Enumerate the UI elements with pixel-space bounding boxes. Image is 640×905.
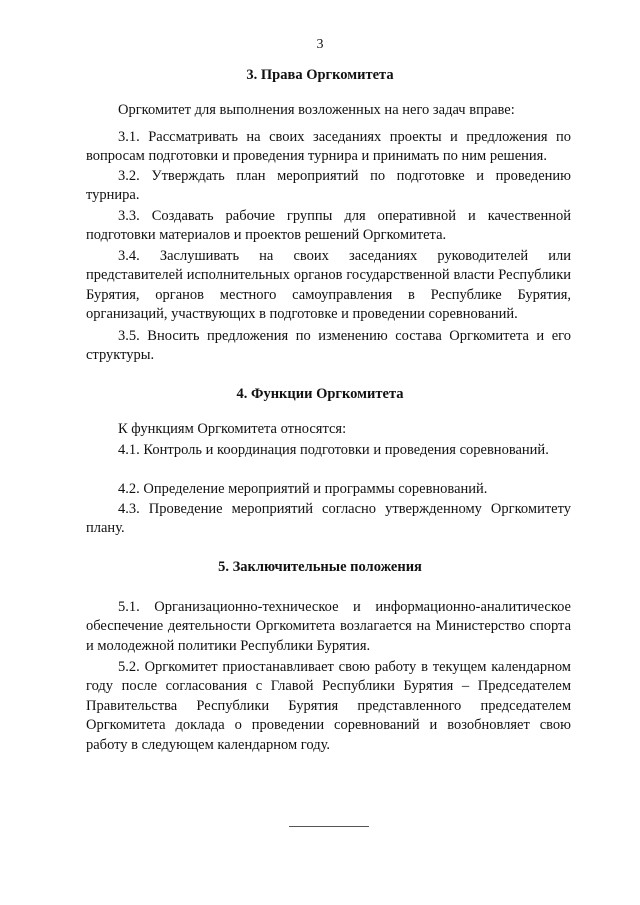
paragraph-5-1: 5.1. Организационно-техническое и информационно-аналитическое обеспечение деятельности Оргкомитета возлагается на Министерство спорта и молодежной политики Республики Бурятия. [86, 599, 571, 654]
paragraph-5-2: 5.2. Оргкомитет приостанавливает свою работу в текущем календарном году после согласования с Главой Республики Бурятия – Председателем Правительства Республики Бурятия представленного председателем Оргкомитета доклада о проведении соревнований и возобновляет свою работу в следующем календарном году. [86, 659, 571, 753]
paragraph-3-3: 3.3. Создавать рабочие группы для оперативной и качественной подготовки материалов и проектов решений Оргкомитета. [86, 208, 571, 244]
paragraph-3-intro: Оргкомитет для выполнения возложенных на него задач вправе: [118, 102, 515, 118]
paragraph-3-5: 3.5. Вносить предложения по изменению состава Оргкомитета и его структуры. [86, 328, 571, 364]
paragraph-4-1: 4.1. Контроль и координация подготовки и проведения соревнований. [118, 442, 549, 458]
page-number: 3 [316, 37, 324, 52]
section-title-4: 4. Функции Оргкомитета [236, 386, 404, 402]
bottom-rule [289, 826, 369, 827]
paragraph-4-3: 4.3. Проведение мероприятий согласно утвержденному Оргкомитету плану. [86, 501, 571, 537]
section-title-5: 5. Заключительные положения [218, 559, 422, 575]
paragraph-4-2: 4.2. Определение мероприятий и программы соревнований. [118, 481, 488, 497]
paragraph-4-intro: К функциям Оргкомитета относятся: [118, 421, 347, 437]
paragraph-3-2: 3.2. Утверждать план мероприятий по подготовке и проведению турнира. [86, 168, 571, 204]
paragraph-3-4: 3.4. Заслушивать на своих заседаниях руководителей или представителей исполнительных органов государственной власти Республики Бурятия, органов местного самоуправления в Республике Бурятия, организаций, участвующих в подготовке и проведении соревнований. [86, 248, 571, 323]
paragraph-3-1: 3.1. Рассматривать на своих заседаниях проекты и предложения по вопросам подготовки и проведения турнира и принимать по ним решения. [86, 129, 571, 165]
section-title-3: 3. Права Оргкомитета [246, 67, 394, 83]
